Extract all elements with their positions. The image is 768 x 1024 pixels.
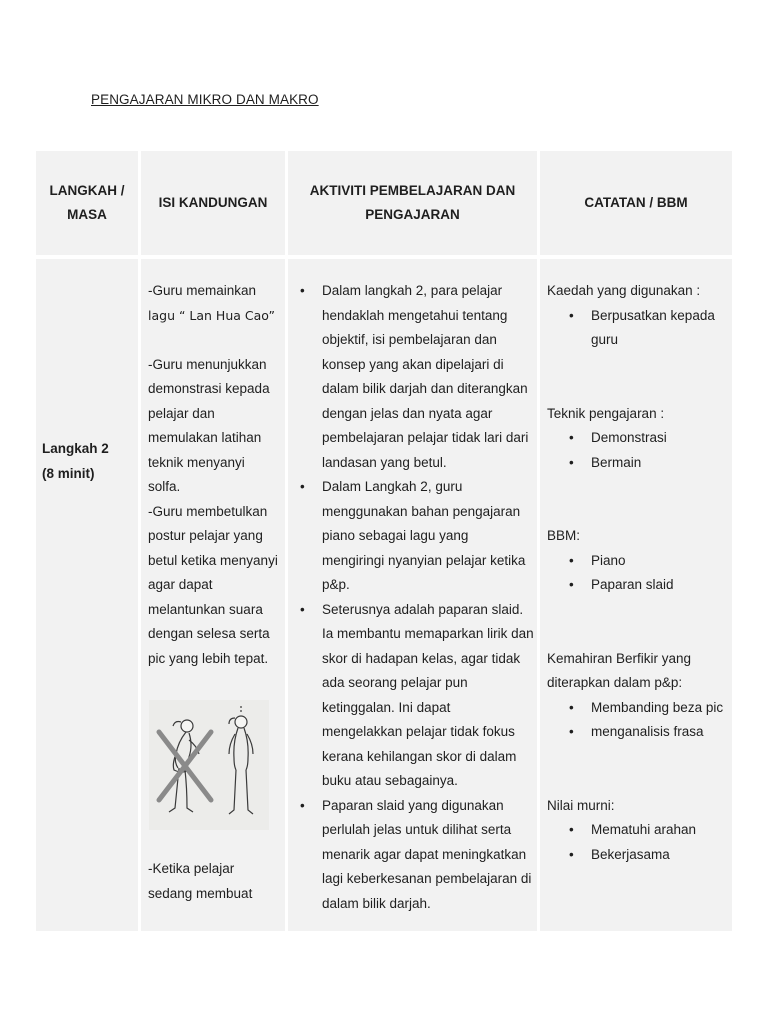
cell-isi-kandungan — [141, 259, 285, 931]
text-line: melantunkan suara — [148, 601, 263, 617]
text-line: lagu “ Lan Hua Cao” — [148, 307, 275, 323]
lesson-table — [36, 151, 732, 931]
header-isi-kandungan — [141, 151, 285, 255]
text-line: -Ketika pelajar — [148, 861, 235, 876]
list-item: • Demonstrasi — [547, 426, 727, 451]
list-item: • Seterusnya adalah paparan slaid. Ia membantu memaparkan lirik dan skor di hadapan kelas, agar tidak ada seorang pelajar pun ketinggalan. Ini dapat mengelakkan pelajar tidak fokus kerana kehilangan skor di dalam buku atau sebagainya. — [298, 598, 534, 794]
catatan-notes — [547, 279, 727, 867]
text-line: memulakan latihan — [148, 430, 262, 445]
section-heading: Kaedah yang digunakan : — [547, 283, 701, 298]
header-text: LANGKAH / MASA — [49, 183, 125, 222]
text-line: teknik menyanyi — [148, 454, 245, 470]
list-item: • menganalisis frasa — [547, 720, 727, 745]
kemahiran-list — [547, 696, 727, 745]
text-line: pelajar dan — [148, 405, 215, 421]
text-line: -Guru menunjukkan — [148, 356, 267, 372]
text-line: dengan selesa serta — [148, 626, 270, 641]
list-item: • Dalam Langkah 2, guru menggunakan bahan pengajaran piano sebagai lagu yang mengiringi nyanyian pelajar ketika p&p. — [298, 475, 534, 598]
header-aktiviti — [288, 151, 537, 255]
cell-langkah — [36, 259, 138, 931]
header-text: CATATAN / BBM — [584, 195, 688, 210]
header-catatan-bbm — [540, 151, 732, 255]
isi-text — [148, 279, 284, 671]
aktiviti-list — [298, 279, 534, 916]
langkah-label — [42, 437, 109, 486]
text-line: sedang membuat — [148, 885, 253, 901]
kaedah-list — [547, 304, 727, 353]
langkah-duration: (8 minit) — [42, 465, 95, 481]
text-line: postur pelajar yang — [148, 528, 263, 543]
text-line: -Guru memainkan — [148, 283, 257, 298]
list-item: • Bekerjasama — [547, 843, 727, 868]
list-item: • Berpusatkan kepada guru — [547, 304, 727, 353]
list-item: • Piano — [547, 549, 727, 574]
teknik-list — [547, 426, 727, 475]
list-item: • Membanding beza pic — [547, 696, 727, 721]
header-text: AKTIVITI PEMBELAJARAN DAN PENGAJARAN — [309, 183, 516, 222]
text-line: agar dapat — [148, 577, 213, 592]
text-line: betul ketika menyanyi — [148, 552, 278, 568]
langkah-name: Langkah 2 — [42, 441, 109, 456]
section-heading: Kemahiran Berfikir yang diterapkan dalam p&p: — [547, 650, 692, 690]
section-heading: BBM: — [547, 528, 581, 543]
list-item: • Mematuhi arahan — [547, 818, 727, 843]
text-line: pic yang lebih tepat. — [148, 650, 269, 666]
text-line: solfa. — [148, 479, 181, 494]
isi-text-continued — [148, 857, 284, 906]
posture-illustration — [149, 700, 269, 830]
bbm-list — [547, 549, 727, 598]
nilai-list — [547, 818, 727, 867]
header-text: ISI KANDUNGAN — [158, 195, 268, 210]
document-title: PENGAJARAN MIKRO DAN MAKRO — [91, 92, 319, 107]
cell-catatan — [540, 259, 732, 931]
section-heading: Teknik pengajaran : — [547, 405, 665, 421]
list-item: • Paparan slaid — [547, 573, 727, 598]
cell-aktiviti — [288, 259, 537, 931]
text-line: demonstrasi kepada — [148, 381, 270, 396]
list-item: • Paparan slaid yang digunakan perlulah jelas untuk dilihat serta menarik agar dapat meningkatkan lagi keberkesanan pembelajaran di dalam bilik darjah. — [298, 794, 534, 917]
section-heading: Nilai murni: — [547, 797, 615, 813]
list-item: • Dalam langkah 2, para pelajar hendaklah mengetahui tentang objektif, isi pembelajaran dan konsep yang akan dipelajari di dalam bilik darjah dan diterangkan dengan jelas dan nyata agar pembelajaran pelajar tidak lari dari landasan yang betul. — [298, 279, 534, 475]
list-item: • Bermain — [547, 451, 727, 476]
text-line: -Guru membetulkan — [148, 503, 268, 519]
header-langkah-masa — [36, 151, 138, 255]
